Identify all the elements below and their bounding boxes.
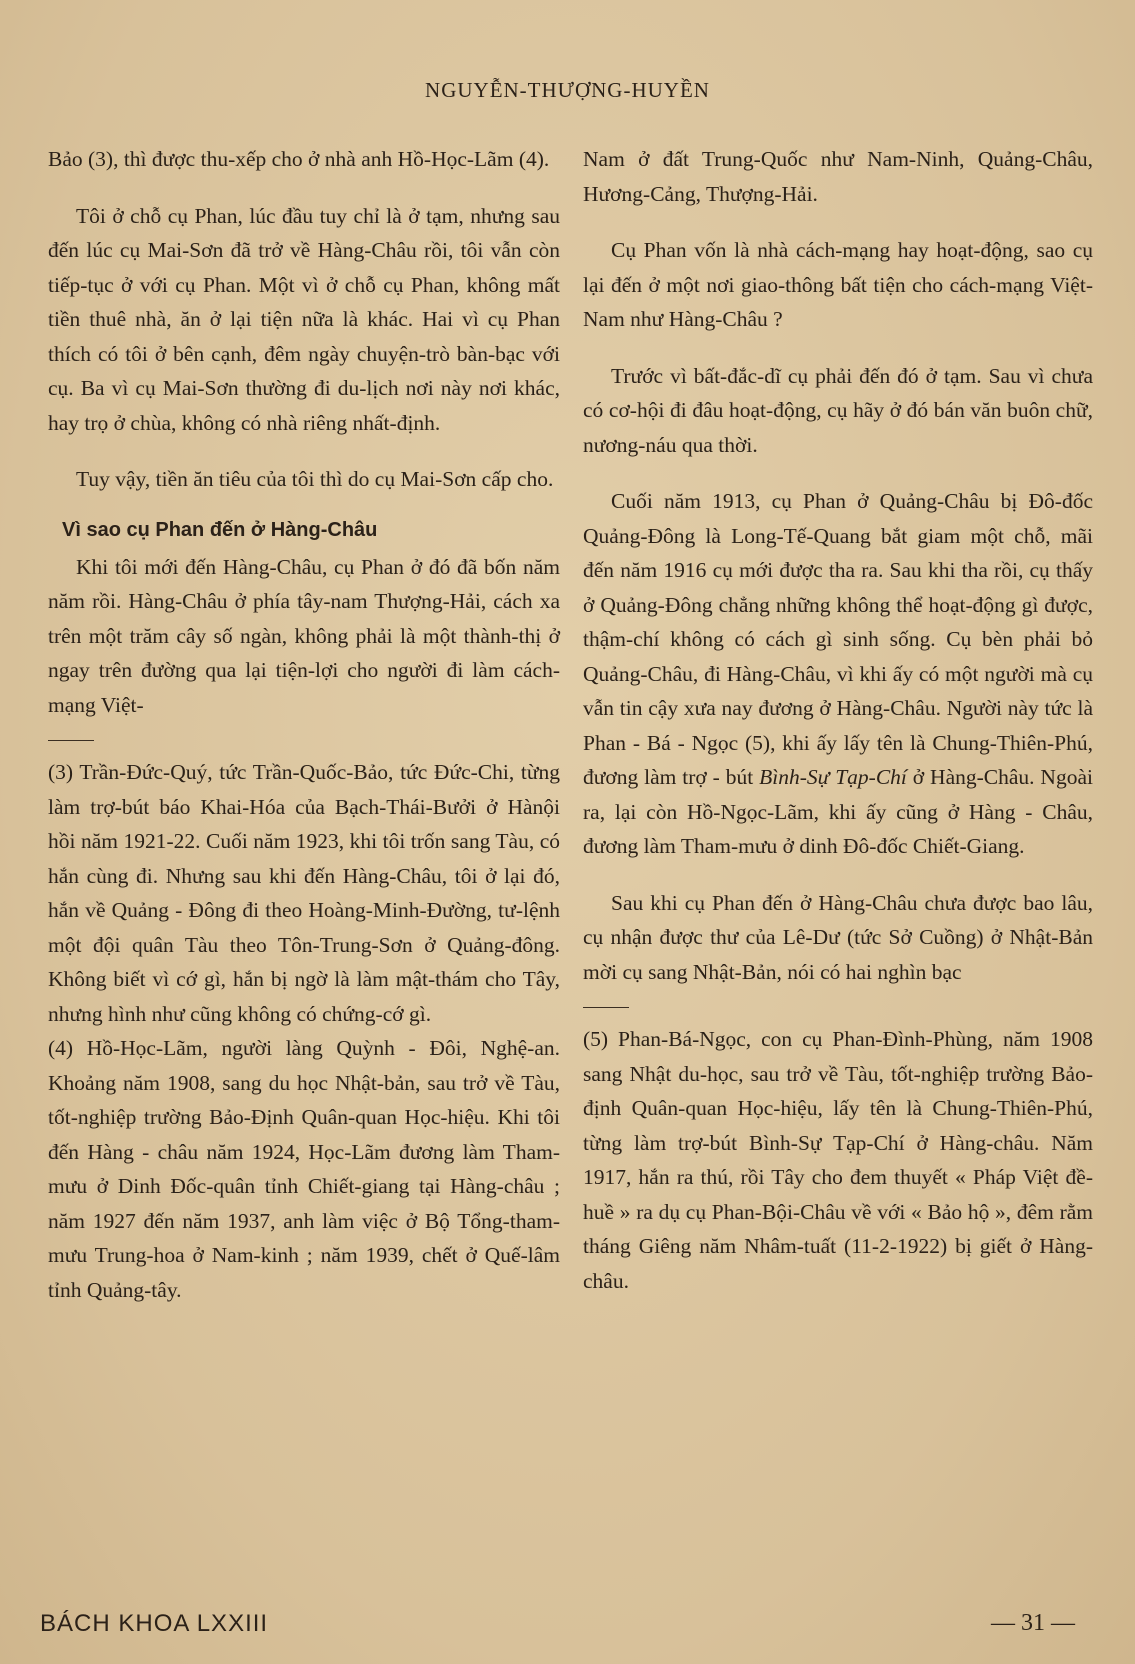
- paragraph: [583, 484, 1093, 864]
- paragraph: Khi tôi mới đến Hàng-Châu, cụ Phan ở đó đã bốn năm năm rồi. Hàng-Châu ở phía tây-nam Thượng-Hải, cách xa trên một trăm cây số ngàn, không phải là một thành-thị ở ngay trên đường qua lại tiện-lợi cho người đi làm cách-mạng Việt-: [48, 554, 560, 717]
- journal-title-italic: Bình-Sự Tạp-Chí: [759, 765, 907, 789]
- paragraph: Tôi ở chỗ cụ Phan, lúc đầu tuy chỉ là ở tạm, nhưng sau đến lúc cụ Mai-Sơn đã trở về Hàng-Châu rồi, tôi vẫn còn tiếp-tục ở với cụ Phan. Một vì ở chỗ cụ Phan, không mất tiền thuê nhà, ăn ở lại tiện nữa là khác. Hai vì cụ Phan thích có tôi ở bên cạnh, đêm ngày chuyện-trò bàn-bạc với cụ. Ba vì cụ Mai-Sơn thường đi du-lịch nơi này nơi khác, hay trọ ở chùa, không có nhà riêng nhất-định.: [48, 203, 560, 435]
- page-number: — 31 —: [991, 1610, 1075, 1636]
- footnote: (4) Hồ-Học-Lãm, người làng Quỳnh - Đôi, Nghệ-an. Khoảng năm 1908, sang du học Nhật-bản, sau trở về Tàu, tốt-nghiệp trường Bảo-Định Quân-quan Học-hiệu. Khi tôi đến Hàng - châu năm 1924, Học-Lãm đương làm Tham-mưu ở Dinh Đốc-quân tỉnh Chiết-giang tại Hàng-châu ; năm 1927 đến năm 1937, anh làm việc ở Bộ Tổng-tham-mưu Trung-hoa ở Nam-kinh ; năm 1939, chết ở Quế-lâm tỉnh Quảng-tây.: [48, 1036, 560, 1302]
- footnote: (5) Phan-Bá-Ngọc, con cụ Phan-Đình-Phùng, năm 1908 sang Nhật du-học, sau trở về Tàu, tốt-nghiệp trường Bảo-định Quân-quan Học-hiệu, lấy tên là Chung-Thiên-Phú, từng làm trợ-bút Bình-Sự Tạp-Chí ở Hàng-châu. Năm 1917, hắn ra thú, rồi Tây cho đem thuyết « Pháp Việt đề-huề » ra dụ cụ Phan-Bội-Châu về với « Bảo hộ », đêm rằm tháng Giêng năm Nhâm-tuất (11-2-1922) bị giết ở Hàng-châu.: [583, 1027, 1093, 1293]
- footnote-divider: [48, 740, 94, 741]
- running-head: NGUYỄN-THƯỢNG-HUYỀN: [425, 78, 710, 102]
- journal-footer: BÁCH KHOA LXXIII: [40, 1610, 269, 1637]
- paragraph: Tuy vậy, tiền ăn tiêu của tôi thì do cụ Mai-Sơn cấp cho.: [76, 467, 554, 491]
- right-column: [583, 142, 1093, 1298]
- paragraph: Trước vì bất-đắc-dĩ cụ phải đến đó ở tạm. Sau vì chưa có cơ-hội đi đâu hoạt-động, cụ hãy ở đó bán văn buôn chữ, nương-náu qua thời.: [583, 363, 1093, 457]
- paragraph: Nam ở đất Trung-Quốc như Nam-Ninh, Quảng-Châu, Hương-Cảng, Thượng-Hải.: [583, 147, 1093, 206]
- left-column: [48, 142, 560, 1307]
- footnote-divider: [583, 1007, 629, 1008]
- paragraph: Sau khi cụ Phan đến ở Hàng-Châu chưa được bao lâu, cụ nhận được thư của Lê-Dư (tức Sở Cuồng) ở Nhật-Bản mời cụ sang Nhật-Bản, nói có hai nghìn bạc: [583, 890, 1093, 984]
- paragraph-text: ở Hàng-Châu. Ngoài ra, lại còn Hồ-Ngọc-Lãm, khi ấy cũng ở Hàng - Châu, đương làm Tham-mưu ở dinh Đô-đốc Chiết-Giang.: [583, 765, 1093, 858]
- section-heading: Vì sao cụ Phan đến ở Hàng-Châu: [62, 518, 378, 541]
- paragraph: Cụ Phan vốn là nhà cách-mạng hay hoạt-động, sao cụ lại đến ở một nơi giao-thông bất tiện cho cách-mạng Việt-Nam như Hàng-Châu ?: [583, 238, 1093, 331]
- paragraph-text: Cuối năm 1913, cụ Phan ở Quảng-Châu bị Đô-đốc Quảng-Đông là Long-Tế-Quang bắt giam một chỗ, mãi đến năm 1916 cụ mới được tha ra. Sau khi tha rồi, cụ thấy ở Quảng-Đông chẳng những không thể hoạt-động gì được, thậm-chí không có cách gì sinh sống. Cụ bèn phải bỏ Quảng-Châu, đi Hàng-Châu, vì khi ấy có một người mà cụ vẫn tin cậy xưa nay đương ở Hàng-Châu. Người này tức là Phan - Bá - Ngọc (5), khi ấy lấy tên là Chung-Thiên-Phú, đương làm trợ - bút: [583, 489, 1093, 789]
- footnote: (3) Trần-Đức-Quý, tức Trần-Quốc-Bảo, tức Đức-Chi, từng làm trợ-bút báo Khai-Hóa của Bạch-Thái-Bưởi ở Hànội hồi năm 1921-22. Cuối năm 1923, khi tôi trốn sang Tàu, có hắn cùng đi. Nhưng sau khi đến Hàng-Châu, tôi ở lại đó, hắn về Quảng - Đông đi theo Hoàng-Minh-Đường, tư-lệnh một đội quân Tàu theo Tôn-Trung-Sơn ở Quảng-đông. Không biết vì cớ gì, hắn bị ngờ là làm mật-thám cho Tây, nhưng hình như cũng không có chứng-cớ gì.: [48, 760, 560, 1026]
- paragraph: Bảo (3), thì được thu-xếp cho ở nhà anh Hồ-Học-Lãm (4).: [48, 147, 550, 171]
